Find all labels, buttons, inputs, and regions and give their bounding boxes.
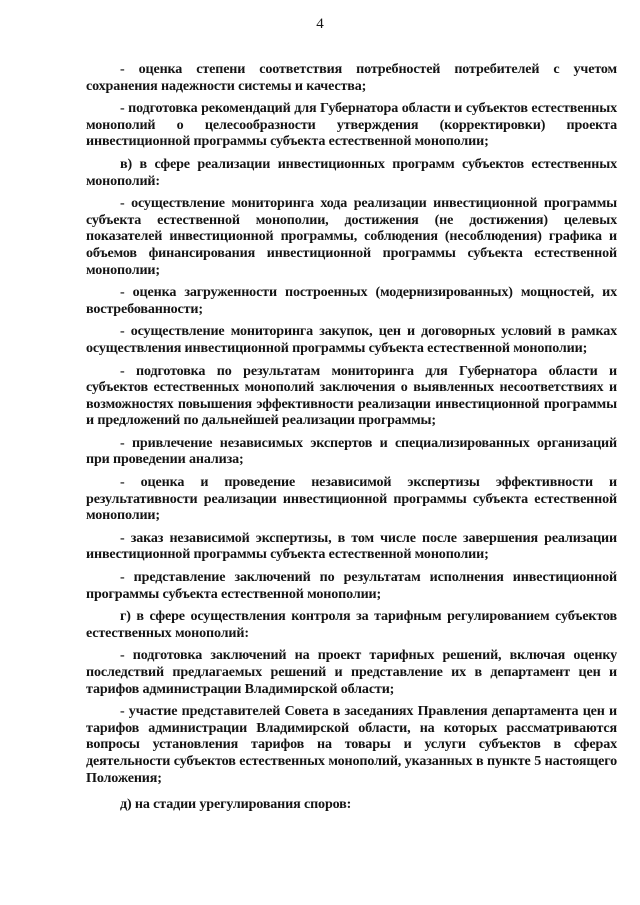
paragraph-3: в) в сфере реализации инвестиционных программ субъектов естественных монополий: [86,155,617,189]
paragraph-7: - подготовка по результатам мониторинга для Губернатора области и субъектов естественных монополий заключения о выявленных несоответствиях и возможностях повышения эффективности реализации инвестиционной программы и предложений по дальнейшей реализации программы; [86,362,617,429]
paragraph-6: - осуществление мониторинга закупок, цен и договорных условий в рамках осуществления инвестиционной программы субъекта естественной монополии; [86,323,617,356]
paragraph-1: - оценка степени соответствия потребностей потребителей с учетом сохранения надежности системы и качества; [86,61,617,94]
paragraph-9: - оценка и проведение независимой экспертизы эффективности и результативности реализации инвестиционной программы субъекта естественной монополии; [86,474,617,524]
paragraph-13: - подготовка заключений на проект тарифных решений, включая оценку последствий предлагаемых решений и представление их в департамент цен и тарифов администрации Владимирской области; [86,647,617,697]
page-number: 4 [316,16,324,32]
paragraph-8: - привлечение независимых экспертов и специализированных организаций при проведении анализа; [86,434,617,468]
paragraph-12: г) в сфере осуществления контроля за тарифным регулированием субъектов естественных монополий: [86,608,617,641]
paragraph-11: - представление заключений по результатам исполнения инвестиционной программы субъекта естественной монополии; [86,569,617,602]
paragraph-15: д) на стадии урегулирования споров: [120,796,352,813]
paragraph-2: - подготовка рекомендаций для Губернатора области и субъектов естественных монополий о целесообразности утверждения (корректировки) проекта инвестиционной программы субъекта естественной монополии; [86,100,617,150]
paragraph-4: - осуществление мониторинга хода реализации инвестиционной программы субъекта естественной монополии, достижения (не достижения) целевых показателей инвестиционной программы, соблюдения (несоблюдения) графика и объемов финансирования инвестиционной программы субъекта естественной монополии; [86,195,617,278]
paragraph-5: - оценка загруженности построенных (модернизированных) мощностей, их востребованности; [86,284,617,317]
paragraph-10: - заказ независимой экспертизы, в том числе после завершения реализации инвестиционной программы субъекта естественной монополии; [86,529,617,563]
paragraph-14: - участие представителей Совета в заседаниях Правления департамента цен и тарифов администрации Владимирской области, на которых рассматриваются вопросы установления тарифов на товары и услуги субъектов в сферах деятельности субъектов естественных монополий, указанных в пункте 5 настоящего Положения; [86,703,617,786]
document-body [86,61,617,819]
